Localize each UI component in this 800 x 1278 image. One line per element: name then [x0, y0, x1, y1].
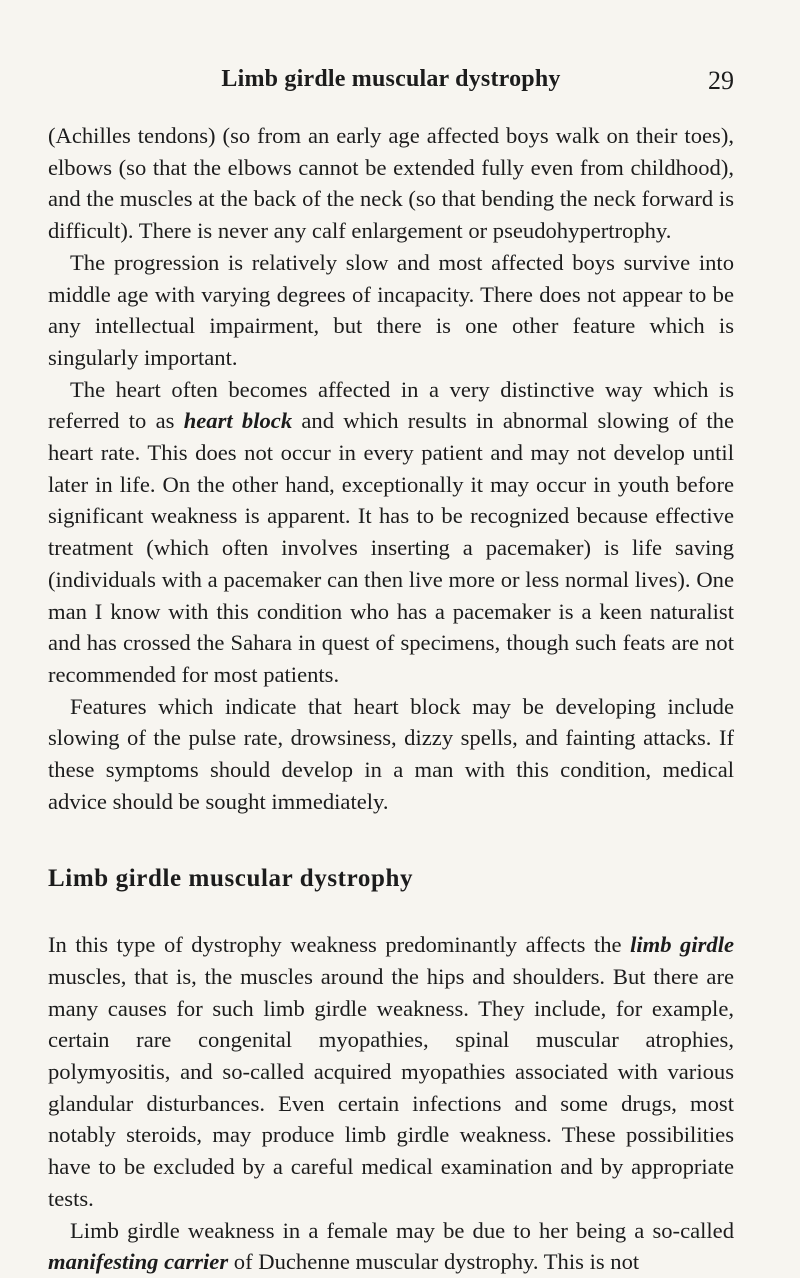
paragraph: Features which indicate that heart block may be developing include slowing of the pulse rate, drowsiness, dizzy spells, and fainting attacks. If these symptoms should develop in a man with this condition, medical advice should be sought immediately.	[48, 693, 734, 814]
emphasized-term: limb girdle	[630, 932, 735, 958]
section-heading: Limb girdle muscular dystrophy	[48, 865, 414, 893]
paragraph-text: and which results in abnormal slowing of the heart rate. This does not occur in every patient and may not develop until later in life. On the other hand, exceptionally it may occur in youth before significant weakness is apparent. It has to be recognized because effective treatment (which often involves inserting a pacemaker) is life saving (individuals with a pacemaker can then live more or less normal lives). One man I know with this condition who has a pacemaker is a keen naturalist and has crossed the Sahara in quest of specimens, though such feats are not recommended for most patients.	[48, 408, 734, 687]
emphasized-term: heart block	[183, 408, 293, 434]
paragraph	[48, 1215, 734, 1278]
paragraph-text: In this type of dystrophy weakness predominantly affects the	[48, 932, 631, 958]
paragraph	[48, 374, 734, 691]
paragraph-text: of Duchenne muscular dystrophy. This is not	[228, 1249, 640, 1275]
emphasized-term: manifesting carrier	[48, 1249, 229, 1275]
running-title: Limb girdle muscular dystrophy	[221, 66, 561, 92]
paragraph: (Achilles tendons) (so from an early age affected boys walk on their toes), elbows (so that the elbows cannot be extended fully even from childhood), and the muscles at the back of the neck (so that bending the neck forward is difficult). There is never any calf enlargement or pseudohypertrophy.	[48, 123, 734, 244]
paragraph-text: The heart often becomes affected in a very distinctive way which is referred to as	[48, 376, 734, 434]
paragraph-text: Limb girdle weakness in a female may be due to her being a so-called	[70, 1217, 734, 1243]
paragraph-text: muscles, that is, the muscles around the hips and shoulders. But there are many causes for such limb girdle weakness. They include, for example, certain rare congenital myopathies, spinal muscular atrophies, polymyositis, and so-called acquired myopathies associated with various glandular disturbances. Even certain infections and some drugs, most notably steroids, may produce limb girdle weakness. These possibilities have to be excluded by a careful medical examination and by appropriate tests.	[48, 963, 734, 1211]
body-text	[48, 120, 734, 1278]
paragraph: The progression is relatively slow and most affected boys survive into middle age with varying degrees of incapacity. There does not appear to be any intellectual impairment, but there is one other feature which is singularly important.	[48, 249, 734, 370]
page-number: 29	[708, 66, 734, 95]
running-head	[48, 66, 734, 102]
paragraph	[48, 929, 734, 1214]
